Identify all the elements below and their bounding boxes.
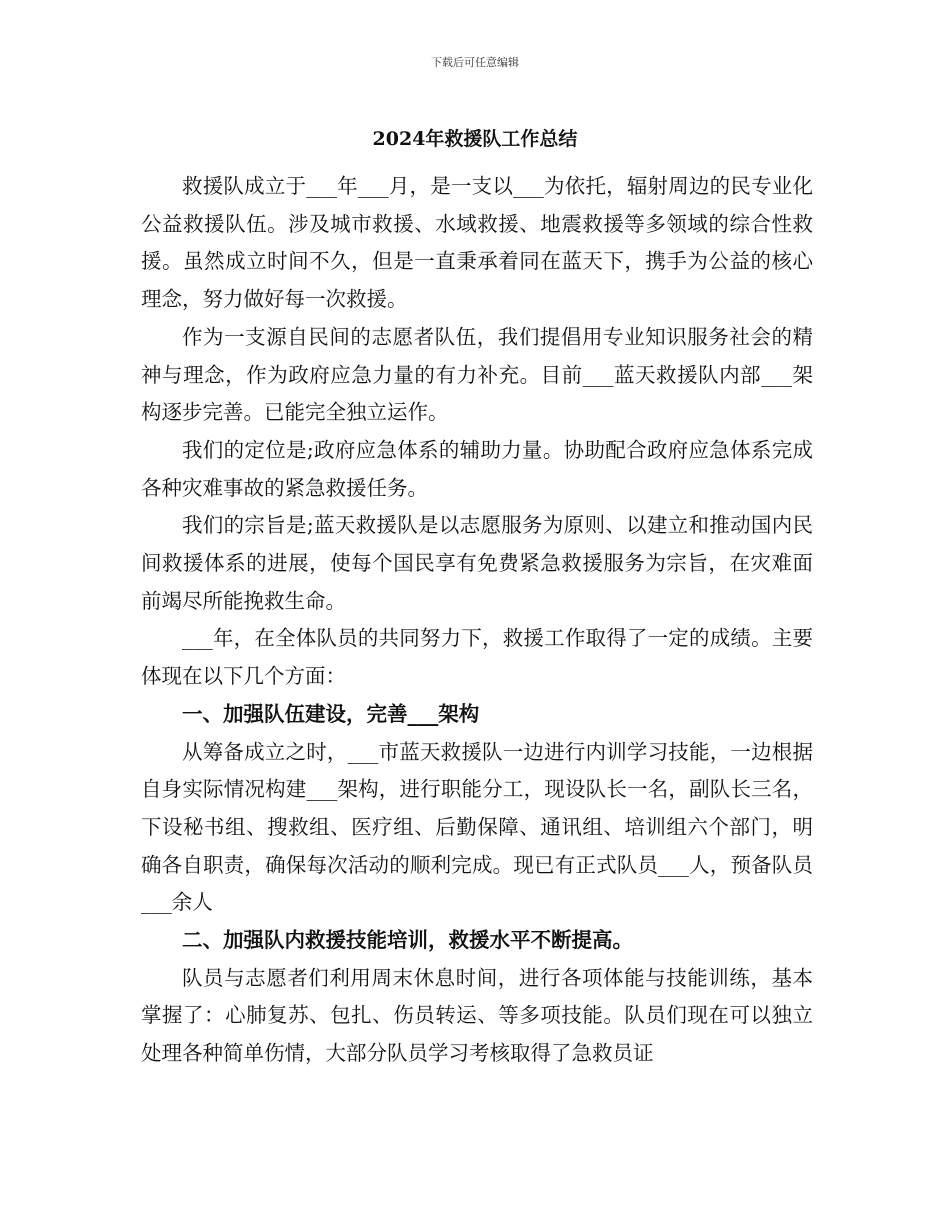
section-heading-1: 一、加强队伍建设，完善___架构 [182,701,480,726]
paragraph-intro: 救援队成立于___年___月，是一支以___为依托，辐射周边的民专业化公益救援队伍。涉及城市救援、水域救援、地震救援等多领域的综合性救援。虽然成立时间不久，但是一直秉承着同在蓝天下，携手为公益的核心理念，努力做好每一次救援。 [141,174,813,312]
page-header: 下载后可任意编辑 [431,56,519,69]
section-heading-2: 二、加强队内救援技能培训，救援水平不断提高。 [182,928,633,953]
paragraph-purpose: 我们的宗旨是;蓝天救援队是以志愿服务为原则、以建立和推动国内民间救援体系的进展，使每个国民享有免费紧急救援服务为宗旨，在灾难面前竭尽所能挽救生命。 [141,513,813,613]
document-body [141,168,813,1073]
document-title: 2024年救援队工作总结 [372,128,578,150]
paragraph-positioning: 我们的定位是;政府应急体系的辅助力量。协助配合政府应急体系完成各种灾难事故的紧急救援任务。 [141,437,813,500]
paragraph-team-building: 从筹备成立之时，___市蓝天救援队一边进行内训学习技能，一边根据自身实际情况构建___架构，进行职能分工，现设队长一名，副队长三名，下设秘书组、搜救组、医疗组、后勤保障、通讯组、培训组六个部门，明确各自职责，确保每次活动的顺利完成。现已有正式队员___人，预备队员___余人 [141,739,813,915]
paragraph-volunteer: 作为一支源自民间的志愿者队伍，我们提倡用专业知识服务社会的精神与理念，作为政府应急力量的有力补充。目前___蓝天救援队内部___架构逐步完善。已能完全独立运作。 [141,324,813,425]
paragraph-achievements: ___年，在全体队员的共同努力下，救援工作取得了一定的成绩。主要体现在以下几个方面： [141,626,813,689]
paragraph-training: 队员与志愿者们利用周末休息时间，进行各项体能与技能训练，基本掌握了：心肺复苏、包扎、伤员转运、等多项技能。队员们现在可以独立处理各种简单伤情，大部分队员学习考核取得了急救员证 [141,965,813,1066]
